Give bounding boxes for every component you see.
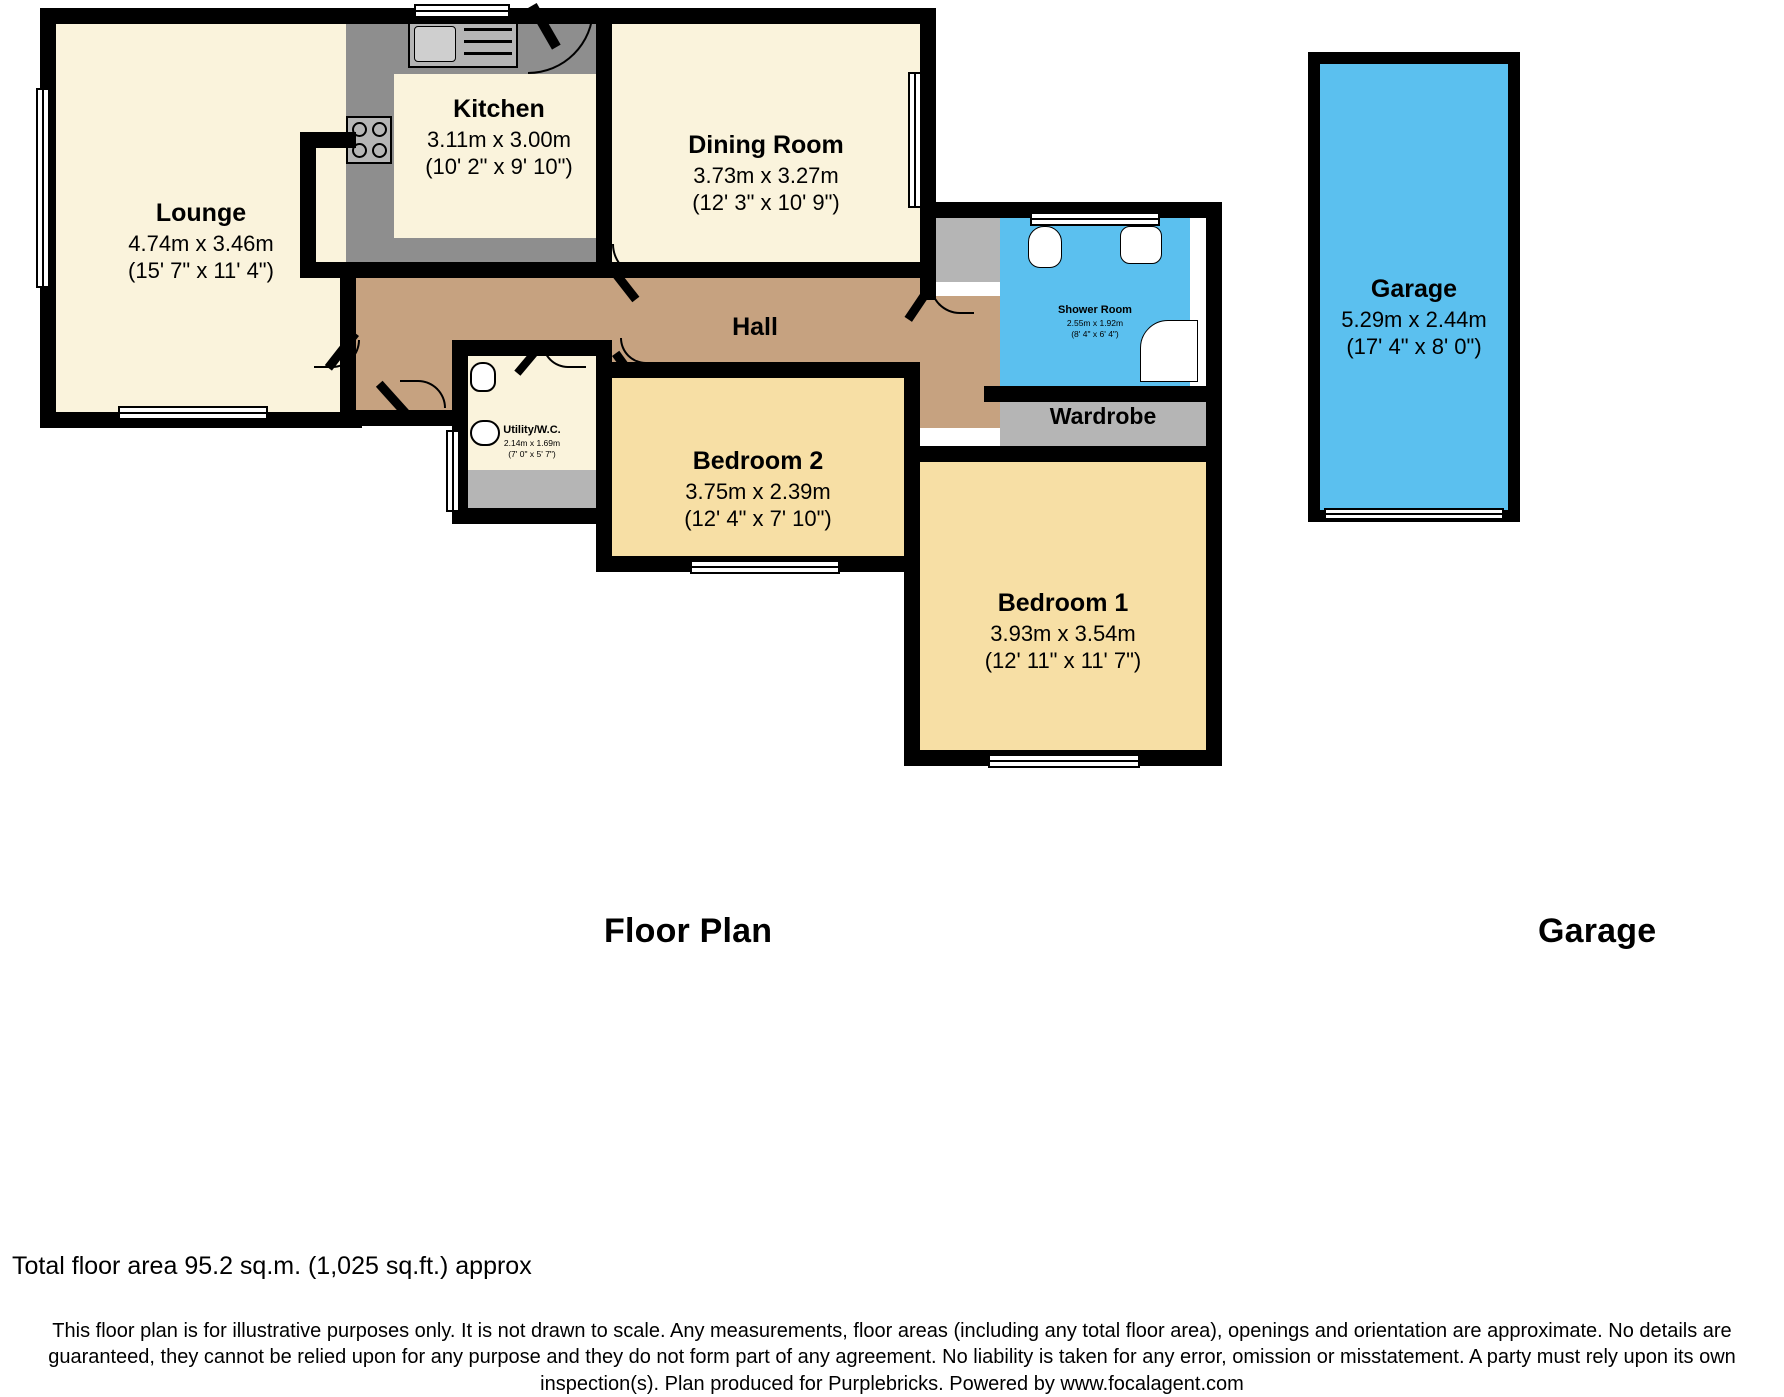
window xyxy=(1030,212,1160,226)
floor-plan-title: Floor Plan xyxy=(604,912,773,950)
garage-title: Garage xyxy=(1538,912,1657,950)
wall xyxy=(1308,52,1520,64)
room-name: Wardrobe xyxy=(1049,403,1157,429)
room-dims-metric: 5.29m x 2.44m xyxy=(1341,306,1487,332)
sink-drainer-line xyxy=(464,28,512,31)
room-dims-imperial: (7' 0" x 5' 7") xyxy=(508,448,556,459)
room-bedroom-1 xyxy=(920,462,1206,750)
hob-burner xyxy=(372,143,387,158)
room-name: Bedroom 1 xyxy=(997,589,1129,617)
room-bedroom-2 xyxy=(612,378,904,558)
window xyxy=(118,406,268,420)
total-floor-area: Total floor area 95.2 sq.m. (1,025 sq.ft.) approx xyxy=(12,1252,532,1280)
sink-drainer-line xyxy=(464,40,512,43)
room-name: Garage xyxy=(1370,275,1458,303)
room-dims-metric: 3.93m x 3.54m xyxy=(990,620,1136,646)
wash-basin xyxy=(470,420,500,446)
disclaimer-text: This floor plan is for illustrative purposes only. It is not drawn to scale. Any measurements, floor areas (including any total floor area), openings and orientation are approximate. No details are guaranteed, they cannot be relied upon for any purpose and they do not form part of any agreement. No liability is taken for any error, omission or misstatement. A party must rely upon its own inspection(s). Plan produced for Purplebricks. Powered by www.focalagent.com xyxy=(48,1320,1736,1395)
wall xyxy=(596,8,936,24)
room-name: Utility/W.C. xyxy=(503,424,561,436)
wall xyxy=(40,8,362,24)
room-dims-imperial: (15' 7" x 11' 4") xyxy=(128,258,274,284)
wall xyxy=(920,8,936,296)
room-name: Dining Room xyxy=(688,131,844,159)
room-dims-imperial: (10' 2" x 9' 10") xyxy=(425,154,573,180)
room-name: Kitchen xyxy=(453,95,545,123)
hob-burner xyxy=(372,122,387,137)
room-dims-imperial: (12' 11" x 11' 7") xyxy=(984,648,1142,674)
room-dims-imperial: (17' 4" x 8' 0") xyxy=(1346,334,1482,360)
room-wardrobe xyxy=(1000,402,1206,452)
toilet xyxy=(1028,226,1062,268)
room-dims-metric: 3.73m x 3.27m xyxy=(693,162,839,188)
window xyxy=(690,560,840,574)
wall xyxy=(300,132,316,274)
wall xyxy=(904,446,1222,462)
room-dims-metric: 3.75m x 2.39m xyxy=(685,478,831,504)
wall xyxy=(1206,430,1222,766)
wall xyxy=(596,8,612,278)
sink-basin xyxy=(414,26,456,62)
toilet xyxy=(470,362,496,392)
wall xyxy=(596,362,612,572)
wall xyxy=(904,446,920,766)
room-dims-metric: 2.14m x 1.69m xyxy=(503,437,561,448)
wall xyxy=(452,508,612,524)
room-name: Hall xyxy=(732,313,778,341)
shower-tray xyxy=(1140,320,1198,382)
wall xyxy=(1508,52,1520,522)
wall xyxy=(984,386,1222,402)
window xyxy=(908,72,922,208)
garage-door xyxy=(1324,508,1504,520)
room-dims-metric: 4.74m x 3.46m xyxy=(128,230,274,256)
room-name: Shower Room xyxy=(1058,304,1132,316)
wash-basin xyxy=(1120,226,1162,264)
sink-drainer-line xyxy=(464,52,512,55)
room-dims-metric: 3.11m x 3.00m xyxy=(427,126,571,152)
room-dims-metric: 2.55m x 1.92m xyxy=(1066,317,1124,328)
wall xyxy=(596,362,920,378)
room-dims-imperial: (12' 4" x 7' 10") xyxy=(684,506,832,532)
room-name: Lounge xyxy=(155,199,247,227)
window xyxy=(414,4,510,18)
room-dims-imperial: (12' 3" x 10' 9") xyxy=(692,190,840,216)
room-garage xyxy=(1318,62,1510,512)
window xyxy=(36,88,50,288)
room-name: Bedroom 2 xyxy=(692,447,824,475)
room-dining xyxy=(612,14,920,282)
wall xyxy=(1308,52,1320,522)
window xyxy=(446,430,460,512)
window xyxy=(988,754,1140,768)
room-kitchen-open-area xyxy=(392,72,606,238)
room-dims-imperial: (8' 4" x 6' 4") xyxy=(1071,328,1119,339)
